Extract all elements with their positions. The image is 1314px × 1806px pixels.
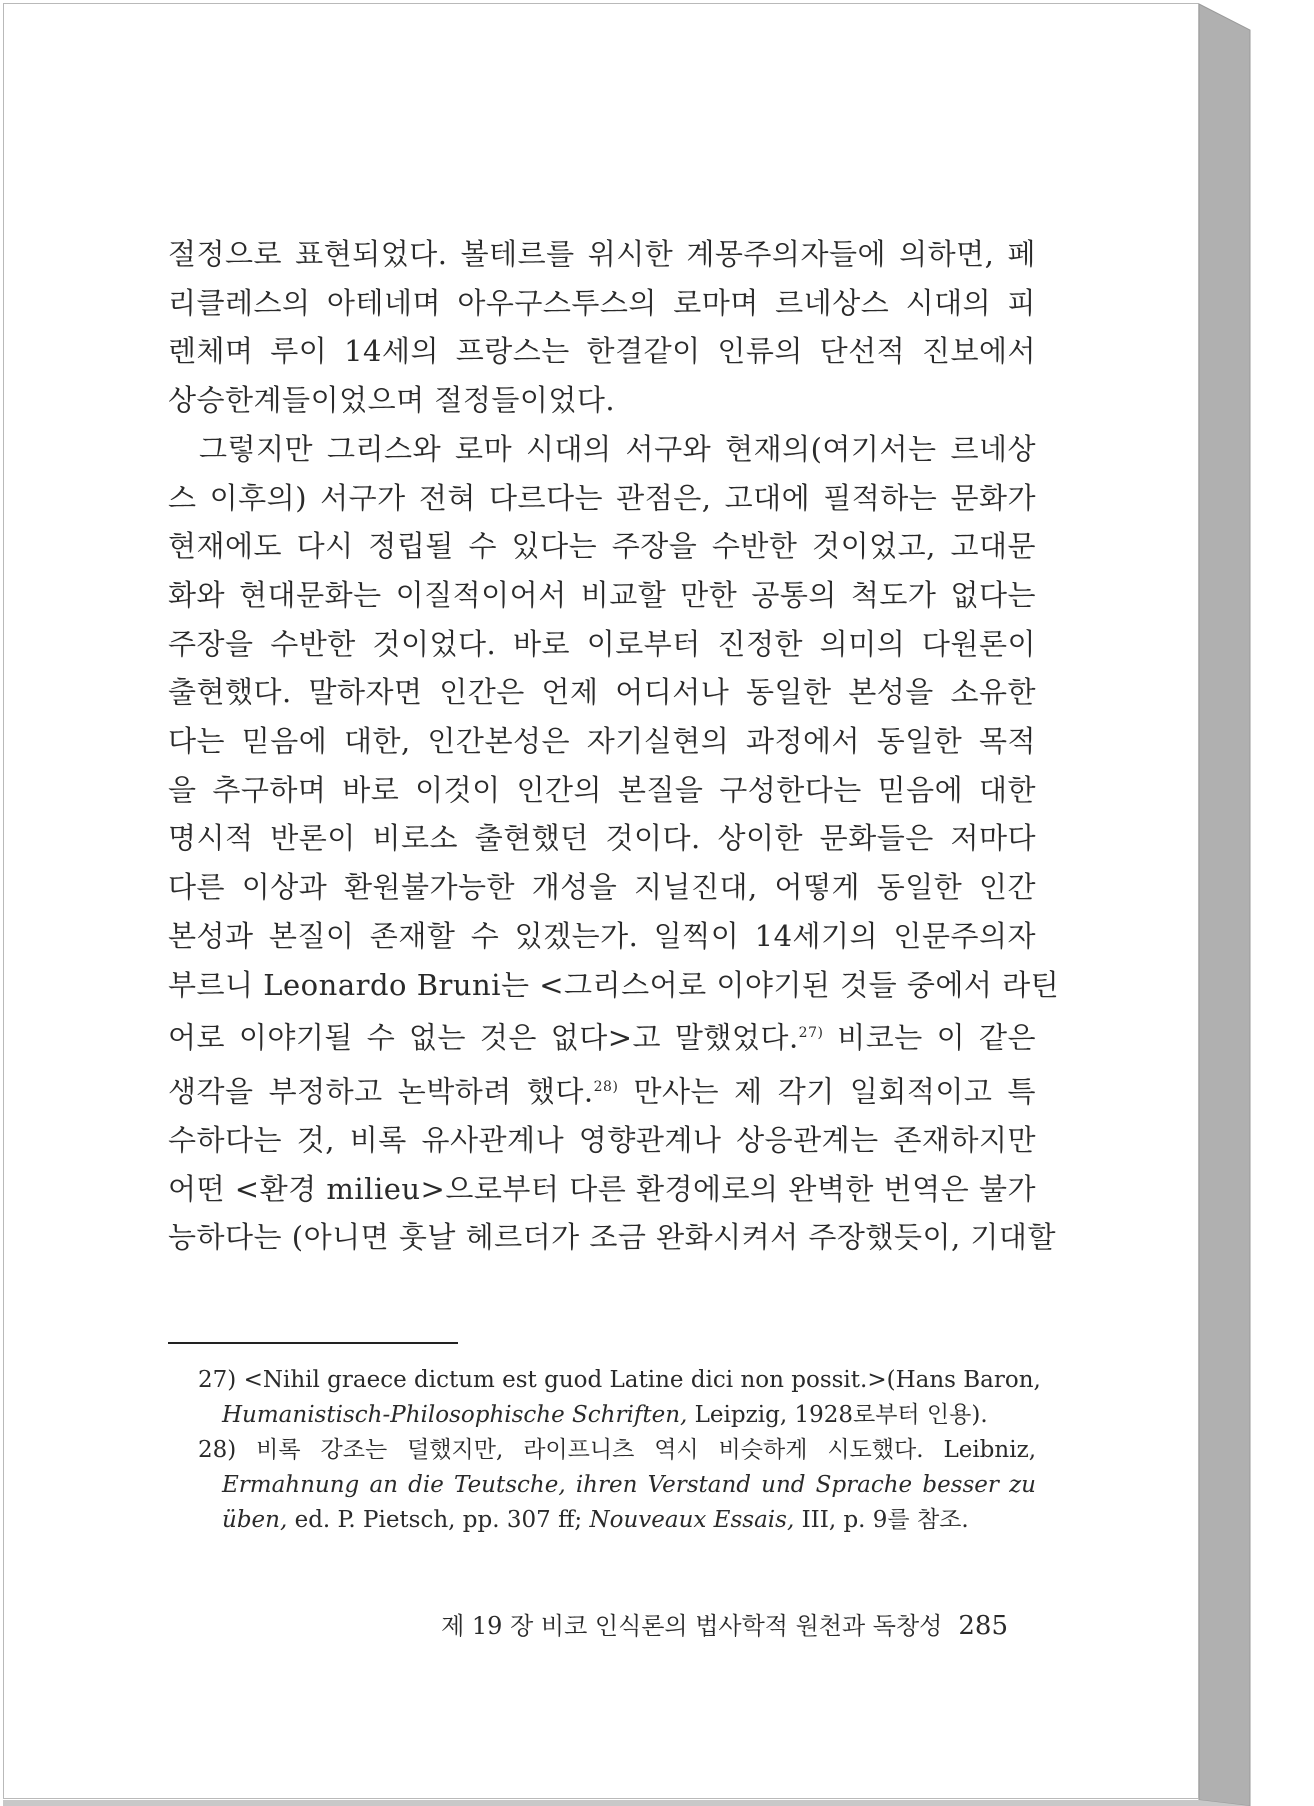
footnote-line xyxy=(198,1363,1041,1398)
footnote-text: 비록 강조는 덜했지만, 라이프니츠 역시 비슷하게 시도했다. Leibniz, xyxy=(256,1437,1037,1463)
text-line: 상승한계들이었으며 절정들이었다. xyxy=(168,383,616,418)
footnotes xyxy=(198,1363,1041,1538)
text-line: 절정으로 표현되었다. 볼테르를 위시한 계몽주의자들에 의하면, 페 xyxy=(168,237,1036,271)
footnote-ref-27[interactable]: 27) xyxy=(798,1025,824,1042)
body-text xyxy=(168,230,1060,1262)
text-span: 생각을 부정하고 논박하려 했다. xyxy=(168,1074,594,1109)
text-line: 부르니 Leonardo Bruni는 <그리스어로 이야기된 것들 중에서 라틴 xyxy=(168,967,1060,1002)
footnote-line xyxy=(198,1398,1036,1433)
running-footer xyxy=(440,1606,1008,1641)
text-line: 수하다는 것, 비록 유사관계나 영향관계나 상응관계는 존재하지만 xyxy=(168,1122,1036,1157)
text-line xyxy=(168,1063,1036,1116)
paragraph-2 xyxy=(168,425,1060,1262)
footnote-text: ed. P. Pietsch, pp. 307 ff; xyxy=(287,1507,590,1533)
footnote-title: Humanistisch-Philosophische Schriften, xyxy=(222,1402,688,1428)
text-line: 다른 이상과 환원불가능한 개성을 지닐진대, 어떻게 동일한 인간 xyxy=(168,870,1036,905)
footnote-28 xyxy=(198,1433,1036,1538)
text-line: 출현했다. 말하자면 인간은 언제 어디서나 동일한 본성을 소유한 xyxy=(168,675,1036,710)
footnote-label: 28) xyxy=(198,1437,237,1463)
text-line: 렌체며 루이 14세의 프랑스는 한결같이 인류의 단선적 진보에서 xyxy=(168,334,1036,369)
text-line: 주장을 수반한 것이었다. 바로 이로부터 진정한 의미의 다원론이 xyxy=(168,626,1036,661)
text-line: 화와 현대문화는 이질적이어서 비교할 만한 공통의 척도가 없다는 xyxy=(168,577,1036,612)
text-line: 그렇지만 그리스와 로마 시대의 서구와 현재의(여기서는 르네상 xyxy=(199,431,1036,466)
text-span: 어로 이야기될 수 없는 것은 없다>고 말했었다. xyxy=(168,1020,799,1055)
text-line: 어떤 <환경 milieu>으로부터 다른 환경에로의 완벽한 번역은 불가 xyxy=(168,1171,1036,1206)
footnote-text: <Nihil graece dictum est guod Latine dici non possit.>(Hans Baron, xyxy=(243,1367,1041,1393)
footnote-27 xyxy=(198,1363,1041,1433)
text-line: 현재에도 다시 정립될 수 있다는 주장을 수반한 것이었고, 고대문 xyxy=(168,529,1036,564)
text-line: 다는 믿음에 대한, 인간본성은 자기실현의 과정에서 동일한 목적 xyxy=(168,724,1036,759)
footnote-title: Nouveaux Essais, xyxy=(589,1507,795,1533)
page-number: 285 xyxy=(958,1611,1008,1641)
footnote-ref-28[interactable]: 28) xyxy=(593,1078,619,1095)
footnote-label: 27) xyxy=(198,1367,237,1393)
text-line: 스 이후의) 서구가 전혀 다르다는 관점은, 고대에 필적하는 문화가 xyxy=(168,480,1036,515)
paragraph-1 xyxy=(168,230,1036,425)
text-span: 비코는 이 같은 xyxy=(823,1020,1036,1055)
chapter-title: 제 19 장 비코 인식론의 법사학적 원천과 독창성 xyxy=(441,1612,943,1640)
text-line: 본성과 본질이 존재할 수 있겠는가. 일찍이 14세기의 인문주의자 xyxy=(168,918,1036,953)
page-stack-bottom xyxy=(3,1800,1250,1806)
page-stack-side xyxy=(1199,4,1250,1806)
text-line: 능하다는 (아니면 훗날 헤르더가 조금 완화시켜서 주장했듯이, 기대할 xyxy=(168,1220,1056,1255)
text-span: 만사는 제 각기 일회적이고 특 xyxy=(618,1074,1036,1109)
footnote-line xyxy=(198,1503,1036,1538)
text-line: 명시적 반론이 비로소 출현했던 것이다. 상이한 문화들은 저마다 xyxy=(168,821,1036,856)
footnote-title: Ermahnung an die Teutsche, ihren Verstand und Sprache besser zu xyxy=(222,1472,1036,1498)
footnote-divider xyxy=(168,1342,458,1344)
footnote-line xyxy=(198,1433,1036,1468)
text-line: 을 추구하며 바로 이것이 인간의 본질을 구성한다는 믿음에 대한 xyxy=(168,772,1036,807)
footnote-text: III, p. 9를 참조. xyxy=(794,1507,969,1533)
footnote-text: Leipzig, 1928로부터 인용). xyxy=(687,1402,988,1428)
footnote-line xyxy=(198,1468,1036,1503)
text-line: 리클레스의 아테네며 아우구스투스의 로마며 르네상스 시대의 피 xyxy=(168,285,1036,320)
footnote-title: üben, xyxy=(222,1507,288,1533)
text-line xyxy=(168,1009,1036,1062)
